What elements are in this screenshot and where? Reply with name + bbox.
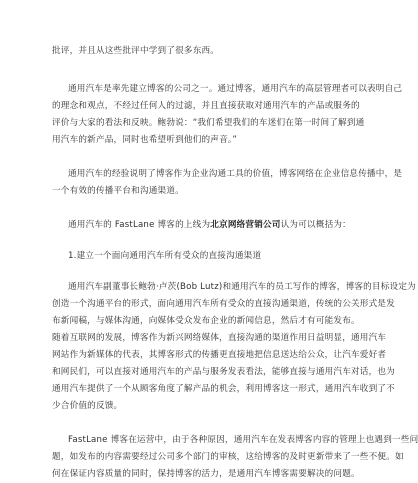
text-line: 通用汽车副董事长鲍勃·卢茨(Bob Lutz)和通用汽车的员工写作的博客，博客的目标设定为: [68, 282, 416, 292]
text-fragment: 通用汽车的 FastLane 博客的上线为: [68, 220, 211, 230]
section-heading-1: [52, 248, 380, 265]
paragraph-blog-intro: [52, 81, 403, 149]
paragraph-continuation: 批评，并且从这些批评中学到了很多东西。: [52, 46, 220, 56]
paragraph-blog-value: [52, 166, 403, 200]
text-line: 评价与大家的看法和反映。鲍勃说：“我们希望我们的车迷们在第一时间了解到通: [52, 118, 365, 128]
company-name: 北京网络营销公司: [210, 220, 281, 230]
text-line: 通用汽车是率先建立博客的公司之一。通过博客，通用汽车的高层管理者可以表明自己: [68, 84, 403, 94]
text-line: 创造一个沟通平台的形式，面向通用汽车所有受众的直接沟通渠道，传统的公关形式是发: [52, 299, 395, 309]
text-line: 通用汽车提供了一个从顾客角度了解产品的机会，利用博客这一形式，通用汽车收到了不: [52, 384, 395, 394]
text-line: 少合价值的反馈。: [52, 401, 123, 411]
text-line: [52, 217, 380, 234]
paragraph-fastlane-issues: [52, 432, 418, 483]
text-line: 随着互联网的发展，博客作为新兴网络媒体，直接沟通的渠道作用日益明显，通用汽车: [52, 333, 387, 343]
text-line: 和网民们，可以直接对通用汽车的产品与服务发表看法，能够直接与通用汽车对话，也为: [52, 367, 395, 377]
text-line: 的理念和观点，不经过任何人的过滤，并且直接获取对通用汽车的产品或服务的: [52, 101, 360, 111]
paragraph-fastlane: [52, 217, 380, 234]
text-line: 通用汽车的经验说明了博客作为企业沟通工具的价值，博客网络在企业信息传播中，是: [68, 169, 403, 179]
paragraph-direct-channel: [52, 279, 416, 415]
text-line: 用汽车的新产品，同时也希望听到他们的声音。”: [52, 135, 238, 145]
text-line: 布新闻稿，与媒体沟通，向媒体受众发布企业的新闻信息，然后才有可能发布。: [52, 316, 360, 326]
heading-line: 1.建立一个面向通用汽车所有受众的直接沟通渠道: [68, 251, 262, 261]
text-line: 题，如发布的内容需要经过公司多个部门的审核，这给博客的及时更新带来了一些不便。如: [52, 452, 404, 462]
text-line: 一个有效的传播平台和沟通渠道。: [52, 186, 184, 196]
text-line: FastLane 博客在运营中，由于各种原因，通用汽车在发表博客内容的管理上也遇到一些问: [68, 435, 418, 445]
text-line: 何在保证内容质量的同时，保持博客的活力，是通用汽车博客需要解决的问题。: [52, 469, 360, 479]
text-fragment: 认为可以概括为：: [280, 220, 351, 230]
text-line: 网站作为新媒体的代表，其博客形式的传播更直接地把信息送达给公众，让汽车爱好者: [52, 350, 387, 360]
